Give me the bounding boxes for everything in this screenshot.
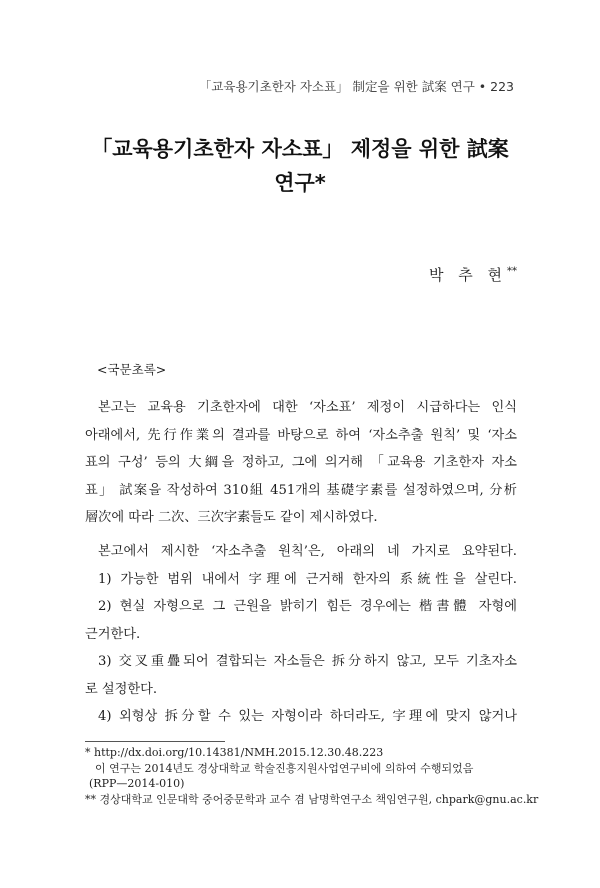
paragraph-line: 아래에서, 先行作業의 결과를 바탕으로 하여 ‘자소추출 원칙’ 및 ‘자소 [85, 427, 517, 443]
paragraph-line: 근거한다. [85, 626, 141, 642]
footnote-affiliation: ** 경상대학교 인문대학 중어중문학과 교수 겸 남명학연구소 책임연구원, chpark@gnu.ac.kr [85, 792, 539, 806]
abstract-label: <국문초록> [97, 362, 167, 377]
article-title [0, 132, 600, 200]
abstract-paragraph-1 [85, 394, 517, 532]
paragraph-line: 3) 交叉重疊되어 결합되는 자소들은 拆分하지 않고, 모두 기초자소 [98, 654, 517, 669]
paragraph-line: 1) 가능한 범위 내에서 字理에 근거해 한자의 系統性을 살린다. [98, 571, 517, 587]
author-name-text: 박 추 현 [428, 266, 507, 284]
paragraph-line: 표」 試案을 작성하여 310組 451개의 基礎字素를 설정하였으며, 分析 [85, 482, 517, 498]
paragraph-line: 4) 외형상 拆分할 수 있는 자형이라 하더라도, 字理에 맞지 않거나 [98, 709, 517, 724]
footnotes [85, 745, 539, 807]
paragraph-line: 2) 현실 자형으로 그 근원을 밝히기 힘든 경우에는 楷書體 자형에 [98, 599, 517, 614]
footnote-funding: 이 연구는 2014년도 경상대학교 학술진흥지원사업연구비에 의하여 수행되었음 [95, 761, 474, 775]
author-footnote-mark: ** [507, 266, 517, 277]
paragraph-line: 표의 구성’ 등의 大綱을 정하고, 그에 의거해 「교육용 기초한자 자소 [85, 455, 517, 470]
paragraph-line: 層次에 따라 二次、三次字素들도 같이 제시하였다. [85, 510, 378, 525]
footnote-doi: * http://dx.doi.org/10.14381/NMH.2015.12.30.48.223 [85, 746, 384, 759]
author-name [429, 264, 517, 285]
footnote-grant: (RPP—2014-010) [89, 777, 185, 790]
paragraph-line: 본고는 교육용 기초한자에 대한 ‘자소표’ 제정이 시급하다는 인식 [98, 400, 517, 415]
article-title-line-2: 연구* [274, 171, 326, 195]
article-title-line-1: 「교육용기초한자 자소표」 제정을 위한 試案 [91, 137, 509, 161]
running-header: 「교육용기초한자 자소표」 制定을 위한 試案 연구 • 223 [198, 79, 514, 94]
abstract-paragraph-2 [85, 538, 517, 731]
paragraph-line: 로 설정한다. [85, 681, 158, 697]
footnote-divider [85, 741, 225, 742]
paragraph-line: 본고에서 제시한 ‘자소추출 원칙’은, 아래의 네 가지로 요약된다. [98, 544, 517, 559]
